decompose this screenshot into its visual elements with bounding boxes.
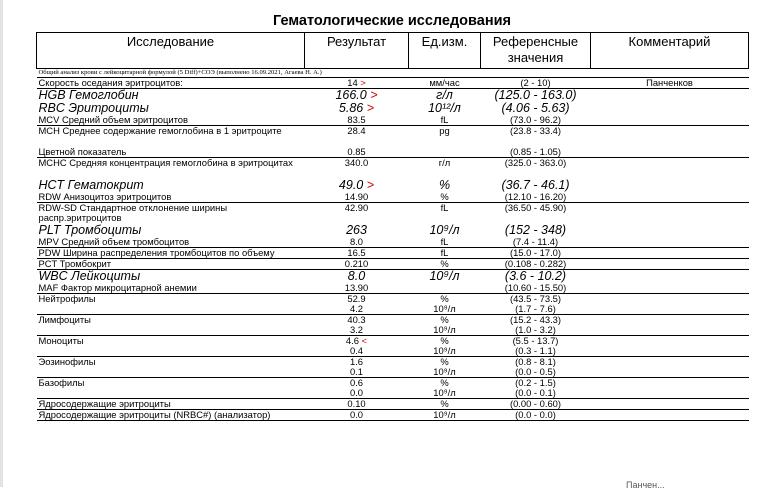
table-row [37, 294, 749, 305]
header-result: Результат [305, 33, 409, 69]
result-cell [305, 237, 409, 248]
result-value: 52.9 [347, 293, 366, 304]
result-cell [305, 283, 409, 294]
unit-cell: 10⁹/л [409, 410, 481, 421]
comment-cell [591, 248, 749, 259]
result-value: 83.5 [347, 115, 366, 125]
result-value: 8.0 [349, 237, 364, 247]
result-cell [305, 315, 409, 326]
result-value: 5.86 [338, 102, 364, 115]
table-row [37, 283, 749, 294]
unit-cell: % [440, 293, 449, 304]
table-row [37, 410, 749, 421]
result-cell [305, 89, 409, 103]
comment-cell [591, 115, 749, 126]
result-cell [305, 304, 409, 315]
reference-cell: (0.00 - 0.60) [481, 399, 591, 410]
result-cell [305, 126, 409, 148]
test-name: RDW Анизоцитоз эритроцитов [37, 192, 305, 203]
comment-cell [591, 388, 749, 399]
table-row [37, 126, 749, 148]
test-name [37, 388, 305, 399]
table-row [37, 203, 749, 225]
header-unit: Ед.изм. [409, 33, 481, 69]
reference-cell: (43.5 - 73.5) [509, 293, 562, 304]
reference-cell: (36.50 - 45.90) [504, 202, 567, 213]
reference-cell: (10.60 - 15.50) [481, 283, 591, 294]
comment-cell: Панченков [591, 78, 749, 89]
table-header-row [37, 33, 749, 69]
table-row [37, 315, 749, 326]
result-value: 16.5 [347, 247, 366, 258]
unit-cell: 10⁹/л [409, 388, 481, 399]
test-name: Лимфоциты [38, 314, 91, 325]
table-row [37, 192, 749, 203]
table-row [37, 325, 749, 336]
unit-cell [409, 147, 481, 158]
result-cell [305, 399, 409, 410]
result-cell [305, 410, 409, 421]
comment-cell [591, 203, 749, 225]
unit-cell: fL [440, 202, 449, 213]
analysis-note-row [37, 69, 749, 78]
abnormal-flag: > [370, 88, 378, 102]
reference-cell: (0.108 - 0.282) [481, 259, 591, 270]
unit-cell: г/л [436, 88, 453, 102]
comment-cell [591, 270, 749, 284]
result-cell [305, 336, 409, 347]
result-cell [305, 248, 409, 259]
result-value: 42.90 [344, 202, 369, 213]
result-value: 0.1 [349, 367, 364, 377]
reference-cell: (4.06 - 5.63) [501, 102, 570, 115]
test-name: Эозинофилы [38, 356, 96, 367]
result-value: 0.0 [349, 409, 364, 420]
comment-cell [591, 399, 749, 410]
comment-cell [591, 378, 749, 389]
table-row [37, 357, 749, 368]
result-value: 8.0 [347, 269, 366, 283]
table-row [37, 346, 749, 357]
table-row [37, 224, 749, 237]
result-cell [305, 115, 409, 126]
unit-cell: 10⁹/л [409, 367, 481, 378]
comment-cell [591, 304, 749, 315]
table-row [37, 259, 749, 270]
header-reference: Референсные значения [481, 33, 591, 69]
test-name: HGB Гемоглобин [38, 88, 139, 102]
unit-cell: % [409, 399, 481, 410]
results-table [36, 32, 749, 421]
result-value: 0.10 [347, 398, 366, 409]
table-row [37, 399, 749, 410]
test-name: WBC Лейкоциты [38, 269, 141, 283]
test-name: PLT Тромбоциты [38, 224, 142, 237]
result-cell [305, 78, 409, 89]
reference-cell: (3.6 - 10.2) [504, 269, 567, 283]
table-row [37, 78, 749, 89]
comment-cell [591, 325, 749, 336]
test-name: MCH Среднее содержание гемоглобина в 1 эритроците [38, 125, 282, 136]
unit-cell: % [409, 192, 481, 203]
unit-cell: % [438, 179, 451, 192]
result-value: 3.2 [349, 325, 364, 335]
reference-cell: (152 - 348) [504, 224, 567, 237]
unit-cell: % [440, 377, 449, 388]
reference-cell: (0.0 - 0.0) [481, 410, 591, 421]
test-name [37, 325, 305, 336]
reference-cell: (5.5 - 13.7) [512, 335, 559, 346]
table-row [37, 179, 749, 192]
comment-cell [591, 147, 749, 158]
reference-cell: (36.7 - 46.1) [501, 179, 570, 192]
comment-cell [591, 357, 749, 368]
test-name: PDW Ширина распределения тромбоцитов по объему [37, 248, 305, 259]
reference-cell: (15.2 - 43.3) [509, 314, 562, 325]
comment-cell [591, 89, 749, 103]
comment-cell [591, 315, 749, 326]
unit-cell: % [409, 259, 481, 270]
reference-cell: (23.8 - 33.4) [509, 125, 562, 136]
comment-cell [591, 294, 749, 305]
test-name [37, 346, 305, 357]
reference-cell: (0.3 - 1.1) [481, 346, 591, 357]
abnormal-flag: > [360, 77, 366, 88]
unit-cell: fL [409, 237, 481, 248]
result-value: 4.2 [349, 304, 364, 314]
comment-cell [591, 367, 749, 378]
result-value: 0.85 [347, 147, 366, 157]
test-name: Нейтрофилы [38, 293, 96, 304]
result-value: 40.3 [347, 314, 366, 325]
test-name: Цветной показатель [37, 147, 305, 158]
test-name: Скорость оседания эритроцитов: [37, 78, 305, 89]
unit-cell: 10⁹/л [409, 325, 481, 336]
result-value: 1.6 [349, 356, 364, 367]
unit-cell: 10⁹/л [429, 224, 460, 237]
unit-cell: мм/час [409, 78, 481, 89]
test-name: MCV Средний объем эритроцитов [37, 115, 305, 126]
reference-cell: (0.85 - 1.05) [481, 147, 591, 158]
test-name: HCT Гематокрит [38, 179, 144, 192]
comment-cell [591, 179, 749, 192]
result-value: 263 [346, 224, 367, 237]
footer-text: Панчен... [626, 480, 665, 490]
result-value: 13.90 [344, 283, 369, 293]
result-cell [305, 388, 409, 399]
unit-cell [409, 283, 481, 294]
comment-cell [591, 192, 749, 203]
result-value: 166.0 [335, 88, 367, 102]
header-test: Исследование [37, 33, 305, 69]
unit-cell: 10⁹/л [429, 269, 460, 283]
table-row [37, 367, 749, 378]
table-row [37, 89, 749, 103]
result-value: 14.90 [344, 192, 369, 202]
comment-cell [591, 224, 749, 237]
result-cell [305, 224, 409, 237]
table-row [37, 147, 749, 158]
reference-cell: (125.0 - 163.0) [494, 88, 577, 102]
unit-cell: г/л [438, 157, 451, 168]
reference-cell: (1.0 - 3.2) [481, 325, 591, 336]
test-name [37, 304, 305, 315]
reference-cell: (0.0 - 0.5) [481, 367, 591, 378]
unit-cell: 10⁹/л [409, 304, 481, 315]
result-cell [305, 270, 409, 284]
reference-cell: (0.8 - 8.1) [515, 356, 556, 367]
result-value: 49.0 [338, 179, 364, 192]
result-value: 0.0 [349, 388, 364, 398]
test-name: Базофилы [38, 377, 85, 388]
abnormal-flag: < [361, 335, 368, 346]
page-title: Гематологические исследования [273, 13, 511, 29]
result-cell [305, 179, 409, 192]
test-name: Ядросодержащие эритроциты (NRBC#) (анализатор) [37, 410, 305, 421]
comment-cell [591, 410, 749, 421]
comment-cell [591, 158, 749, 180]
comment-cell [591, 259, 749, 270]
test-name: PCT Тромбокрит [37, 259, 305, 270]
result-cell [305, 367, 409, 378]
result-cell [305, 259, 409, 270]
comment-cell [591, 336, 749, 347]
table-row [37, 388, 749, 399]
table-row [37, 102, 749, 115]
abnormal-flag: > [366, 179, 375, 192]
result-cell [305, 357, 409, 368]
comment-cell [591, 126, 749, 148]
table-row [37, 158, 749, 180]
reference-cell: (7.4 - 11.4) [481, 237, 591, 248]
analysis-note: Общий анализ крови с лейкоцитарной формулой (5 Diff)+СОЭ (выполнено 16.09.2021, Агаева Н. А.) [37, 69, 749, 78]
table-row [37, 248, 749, 259]
result-value: 0.4 [349, 346, 364, 356]
comment-cell [591, 283, 749, 294]
result-value: 340.0 [344, 157, 369, 168]
reference-cell: (12.10 - 16.20) [481, 192, 591, 203]
result-cell [305, 294, 409, 305]
result-value: 14 [347, 77, 358, 88]
table-row [37, 237, 749, 248]
unit-cell: 10¹²/л [428, 102, 461, 115]
unit-cell: pg [439, 125, 450, 136]
reference-cell: (325.0 - 363.0) [504, 157, 567, 168]
test-name [37, 367, 305, 378]
result-cell [305, 158, 409, 180]
test-name: MPV Средний объем тромбоцитов [37, 237, 305, 248]
table-row [37, 336, 749, 347]
unit-cell: % [440, 356, 449, 367]
reference-cell: (2 - 10) [481, 78, 591, 89]
abnormal-flag: > [366, 102, 375, 115]
test-name: Ядросодержащие эритроциты [37, 399, 305, 410]
header-comment: Комментарий [591, 33, 749, 69]
comment-cell [591, 346, 749, 357]
comment-cell [591, 102, 749, 115]
unit-cell: fL [409, 248, 481, 259]
unit-cell: fL [409, 115, 481, 126]
result-cell [305, 192, 409, 203]
unit-cell: 10⁹/л [409, 346, 481, 357]
result-cell [305, 147, 409, 158]
result-value: 0.210 [344, 258, 369, 269]
reference-cell: (73.0 - 96.2) [481, 115, 591, 126]
result-cell [305, 378, 409, 389]
reference-cell: (15.0 - 17.0) [481, 248, 591, 259]
table-row [37, 115, 749, 126]
result-value: 4.6 [345, 335, 359, 346]
test-name: RDW-SD Стандартное отклонение ширины распр.эритроцитов [38, 202, 228, 223]
unit-cell: % [440, 335, 449, 346]
test-name: MCHC Средняя концентрация гемоглобина в эритроцитах [38, 157, 293, 168]
test-name: Моноциты [38, 335, 84, 346]
reference-cell: (1.7 - 7.6) [481, 304, 591, 315]
test-name: MAF Фактор микроцитарной анемии [37, 283, 305, 294]
result-value: 0.6 [349, 377, 364, 388]
result-value: 28.4 [347, 125, 366, 136]
result-cell [305, 325, 409, 336]
table-row [37, 304, 749, 315]
result-cell [305, 102, 409, 115]
comment-cell [591, 237, 749, 248]
reference-cell: (0.0 - 0.1) [481, 388, 591, 399]
page-edge [0, 0, 3, 487]
reference-cell: (0.2 - 1.5) [515, 377, 556, 388]
unit-cell: % [440, 314, 449, 325]
table-row [37, 270, 749, 284]
test-name: RBC Эритроциты [38, 102, 149, 115]
result-cell [305, 203, 409, 225]
table-row [37, 378, 749, 389]
result-cell [305, 346, 409, 357]
